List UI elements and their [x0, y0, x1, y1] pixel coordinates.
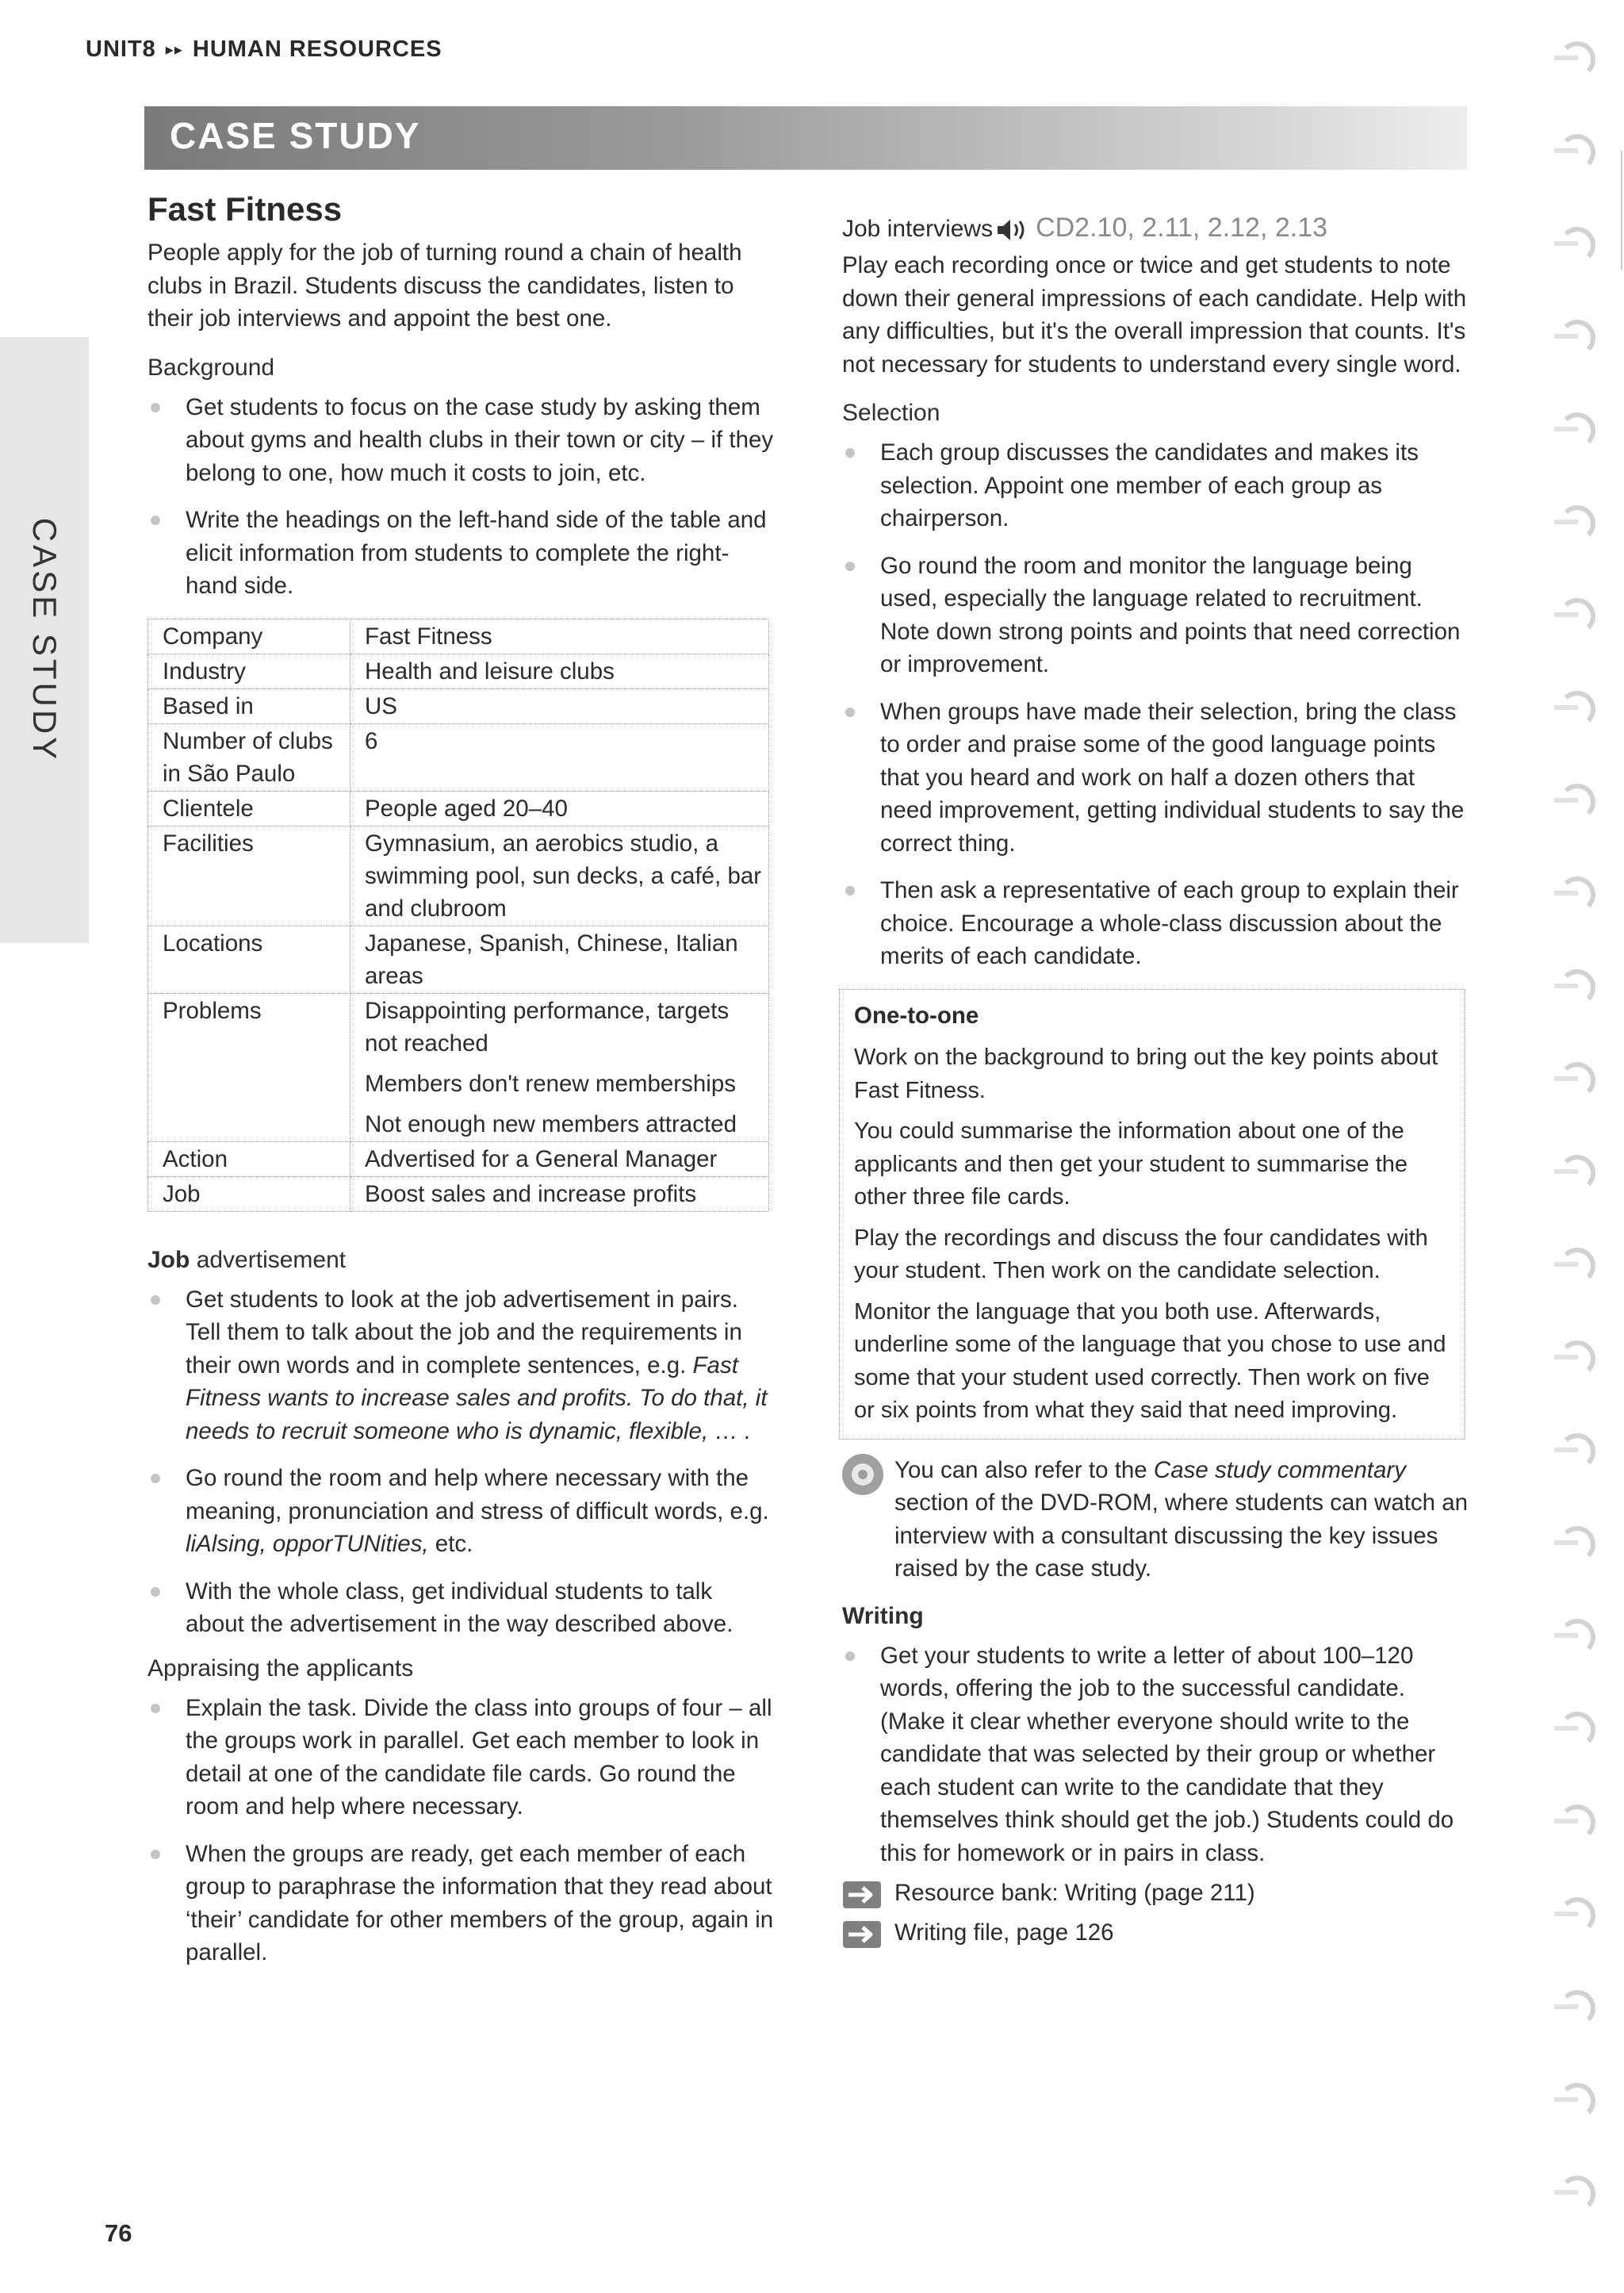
writing-file-text: Writing file, page 126 [894, 1919, 1114, 1946]
fast-fitness-table [147, 619, 769, 1212]
table-key-cell: Based in [148, 688, 350, 723]
list-item: When groups have made their selection, bring the class to order and praise some of the good language points that you heard and work on half a dozen others that need improvement, getting individual students to say the correct thing. [842, 696, 1469, 861]
job-ad-heading-rest: advertisement [196, 1246, 347, 1273]
spiral-ring-icon [1554, 132, 1600, 172]
writing-list [842, 1639, 1469, 1870]
section-label: HUMAN RESOURCES [192, 36, 442, 62]
job-ad-heading-bold: Job [147, 1246, 190, 1273]
table-row [148, 826, 769, 926]
table-value-cell [350, 826, 769, 926]
spiral-ring-icon [1554, 1896, 1600, 1935]
left-column [147, 190, 774, 1969]
background-heading: Background [147, 354, 275, 381]
spiral-ring-icon [1554, 875, 1600, 915]
cd-track-refs: CD2.10, 2.11, 2.12, 2.13 [1036, 213, 1328, 243]
job-ad-b1-text: Get students to look at the job advertisement in pairs. Tell them to talk about the job and the requirements in their own words and in complete sentences, e.g. [186, 1286, 742, 1378]
arrow-box-icon [842, 1881, 882, 1909]
table-value-cell [350, 993, 769, 1141]
list-item: Then ask a representative of each group to explain their choice. Encourage a whole-class discussion about the merits of each candidate. [842, 874, 1469, 973]
job-interviews-text: Play each recording once or twice and get students to note down their general impressions of each candidate. Help with any difficulties, but it's the overall impression that counts. It's not necessary for students to understand every single word. [842, 252, 1467, 378]
spiral-ring-icon [1554, 504, 1600, 543]
job-ad-list [147, 1283, 774, 1641]
spiral-ring-icon [1554, 1339, 1600, 1378]
table-row [148, 1141, 769, 1176]
table-value-line: Boost sales and increase profits [365, 1180, 697, 1207]
spiral-ring-icon [1554, 411, 1600, 451]
intro-text: People apply for the job of turning round a chain of health clubs in Brazil. Students discuss the candidates, listen to their job interviews and appoint the best one. [147, 240, 742, 332]
job-interviews-label: Job interviews [842, 216, 994, 242]
table-value-cell [350, 688, 769, 723]
dvd-note [842, 1454, 1469, 1586]
list-item: Go round the room and monitor the language being used, especially the language related to recruitment. Note down strong points and points that need correction or improvement. [842, 550, 1469, 681]
table-row [148, 926, 769, 993]
table-row [148, 791, 769, 826]
page-number: 76 [105, 2219, 132, 2247]
writing-file-ref [842, 1915, 1469, 1950]
table-value-line: Gymnasium, an aerobics studio, a swimming pool, sun decks, a café, bar and clubroom [365, 830, 762, 922]
table-key-cell: Job [148, 1176, 350, 1211]
one-to-one-box [839, 989, 1465, 1440]
table-value-line: People aged 20–40 [365, 795, 568, 822]
job-interviews-heading [842, 211, 1469, 246]
spiral-ring-icon [1554, 1803, 1600, 1842]
table-value-cell [350, 926, 769, 993]
table-row [148, 993, 769, 1141]
spiral-ring-icon [1554, 596, 1600, 636]
spiral-ring-icon [1554, 1246, 1600, 1286]
spiral-ring-icon [1554, 40, 1600, 79]
spiral-ring-icon [1554, 1060, 1600, 1100]
one-to-one-paragraph: Work on the background to bring out the key points about Fast Fitness. [854, 1045, 1438, 1103]
resource-bank-text: Resource bank: Writing (page 211) [894, 1880, 1255, 1906]
dvd-disc-icon [842, 1454, 883, 1495]
table-value-cell [350, 723, 769, 791]
table-value-cell [350, 654, 769, 688]
table-value-line: US [365, 692, 397, 719]
table-key-cell: Facilities [148, 826, 350, 926]
job-ad-b2-tail: etc. [435, 1531, 473, 1557]
one-to-one-paragraph: Play the recordings and discuss the four candidates with your student. Then work on the candidate selection. [854, 1225, 1428, 1283]
table-row [148, 654, 769, 688]
background-list [147, 391, 774, 603]
table-row [148, 723, 769, 791]
one-to-one-paragraph: You could summarise the information about one of the applicants and then get your student to summarise the other three file cards. [854, 1118, 1408, 1210]
table-key-cell: Number of clubs in São Paulo [148, 723, 350, 791]
case-study-banner [144, 106, 1467, 170]
table-value-line: Health and leisure clubs [365, 658, 615, 684]
spiral-ring-icon [1554, 225, 1600, 265]
spiral-ring-icon [1554, 1710, 1600, 1750]
table-value-line: Fast Fitness [365, 623, 492, 650]
list-item: Explain the task. Divide the class into groups of four – all the groups work in parallel. Get each member to look in detail at one of the candidate file cards. Go round the room and help where necessary. [147, 1692, 774, 1823]
table-key-cell: Industry [148, 654, 350, 688]
selection-list [842, 436, 1469, 973]
job-ad-b2-example: liAlsing, opporTUNities, [186, 1531, 429, 1557]
list-item: Write the headings on the left-hand side of the table and elicit information from students to complete the right-hand side. [147, 504, 774, 603]
job-ad-b1-example: Fast Fitness wants to increase sales and profits. To do that, it needs to recruit someone who is dynamic, flexible, … . [186, 1352, 768, 1444]
spiral-ring-icon [1554, 1617, 1600, 1657]
list-item: Get students to focus on the case study by asking them about gyms and health clubs in their town or city – if they belong to one, how much it costs to join, etc. [147, 391, 774, 490]
one-to-one-paragraph: Monitor the language that you both use. Afterwards, underline some of the language that you chose to use and some that your student used correctly. Then work on five or six points from what they said that need improving. [854, 1298, 1446, 1423]
job-ad-heading [147, 1244, 774, 1277]
double-arrow-icon: ▸▸ [165, 41, 183, 59]
one-to-one-heading: One-to-one [854, 1002, 979, 1029]
spiral-ring-icon [1554, 782, 1600, 822]
table-value-cell [350, 1141, 769, 1176]
table-value-line: Members don't renew memberships [365, 1070, 736, 1097]
list-item: Get your students to write a letter of about 100–120 words, offering the job to the successful candidate. (Make it clear whether everyone should write to the candidate that was selected by their group or whether each student can write to the candidate that they themselves think should get the job.) Students could do this for homework or in pairs in class. [842, 1639, 1469, 1870]
dvd-note-tail: section of the DVD-ROM, where students can watch an interview with a consultant discussing the key issues raised by the case study. [894, 1490, 1469, 1582]
side-tab [0, 337, 89, 943]
list-item [147, 1283, 774, 1448]
spiral-ring-icon [1554, 689, 1600, 729]
table-value-cell [350, 619, 769, 654]
writing-heading-label: Writing [842, 1602, 924, 1629]
appraising-list [147, 1692, 774, 1969]
job-ad-b2-text: Go round the room and help where necessary with the meaning, pronunciation and stress of difficult words, e.g. [186, 1465, 769, 1524]
dvd-note-title: Case study commentary [1153, 1456, 1406, 1483]
dvd-note-text: You can also refer to the [894, 1456, 1147, 1483]
table-value-line: Not enough new members attracted [365, 1110, 737, 1137]
table-value-line: 6 [365, 727, 378, 754]
spiral-ring-icon [1554, 2081, 1600, 2121]
table-row [148, 1176, 769, 1211]
appraising-heading: Appraising the applicants [147, 1655, 414, 1681]
list-item: When the groups are ready, get each member of each group to paraphrase the information that they read about ‘their’ candidate for other members of the group, again in parallel. [147, 1838, 774, 1969]
table-value-cell [350, 791, 769, 826]
page-edge-line [1621, 151, 1622, 270]
case-title: Fast Fitness [147, 190, 343, 228]
unit-header [86, 36, 442, 63]
unit-label: UNIT8 [86, 36, 156, 62]
table-value-cell [350, 1176, 769, 1211]
banner-label: CASE STUDY [170, 115, 421, 156]
list-item: With the whole class, get individual students to talk about the advertisement in the way described above. [147, 1575, 774, 1641]
table-key-cell: Locations [148, 926, 350, 993]
table-value-line: Japanese, Spanish, Chinese, Italian areas [365, 930, 738, 989]
spiral-ring-icon [1554, 1524, 1600, 1564]
table-row [148, 688, 769, 723]
table-key-cell: Action [148, 1141, 350, 1176]
spiral-ring-icon [1554, 318, 1600, 358]
side-tab-label: CASE STUDY [26, 517, 63, 763]
spiral-ring-icon [1554, 2174, 1600, 2214]
spiral-ring-icon [1554, 1153, 1600, 1193]
right-column [842, 211, 1469, 1950]
table-value-line: Advertised for a General Manager [365, 1145, 718, 1172]
audio-speaker-icon [996, 217, 1031, 243]
table-value-line: Disappointing performance, targets not reached [365, 997, 730, 1056]
list-item: Each group discusses the candidates and makes its selection. Appoint one member of each group as chairperson. [842, 436, 1469, 535]
spiral-ring-icon [1554, 1988, 1600, 2028]
arrow-box-icon [842, 1920, 882, 1949]
table-row [148, 619, 769, 654]
table-key-cell: Problems [148, 993, 350, 1141]
table-key-cell: Clientele [148, 791, 350, 826]
spiral-ring-icon [1554, 968, 1600, 1007]
writing-heading [842, 1600, 1469, 1633]
selection-heading: Selection [842, 400, 940, 426]
table-key-cell: Company [148, 619, 350, 654]
spiral-ring-icon [1554, 1432, 1600, 1471]
resource-bank-ref [842, 1876, 1469, 1911]
list-item [147, 1462, 774, 1561]
